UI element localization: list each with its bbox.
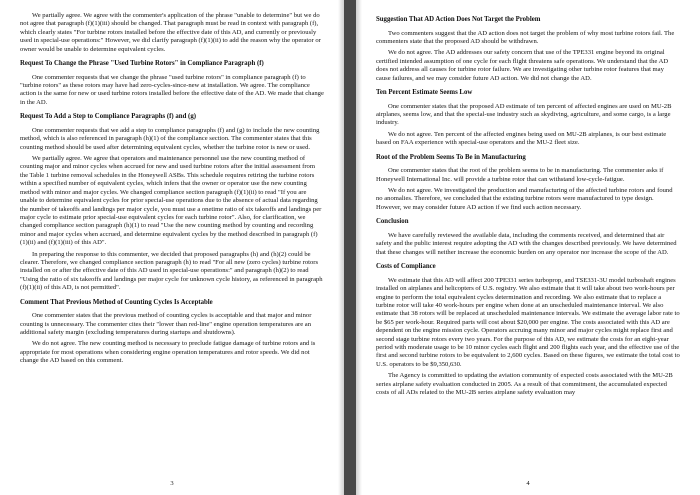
paragraph: We do not agree. We investigated the production and manufacturing of the affected turbine rotors and found no anomalies. Therefore, we concluded that the existing turbine rotors were manufactured to type design. However, we may consider future AD action if we find such action necessary. <box>376 187 673 211</box>
paragraph: The Agency is committed to updating the aviation community of expected costs associated with the MU-2B series airplane safety evaluation conducted in 2005. As a result of that commitment, the accumulated expected costs of all ADs related to the MU-2B series airplane safety evaluation may <box>376 372 673 396</box>
paragraph: We do not agree. The new counting method is necessary to preclude fatigue damage of turbine rotors and is appropriate for most operations when considering engine operation temperatures and rotor speeds. We did not change the AD based on this comment. <box>20 340 316 365</box>
section-heading: Comment That Previous Method of Counting Cycles Is Acceptable <box>20 298 213 306</box>
document-page-3 <box>0 0 344 495</box>
section-heading: Request To Change the Phrase "Used Turbine Rotors" in Compliance Paragraph (f) <box>20 60 264 68</box>
paragraph: Two commenters suggest that the AD action does not target the problem of why most turbine rotors fail. The commenters state that the proposed AD should be withdrawn. <box>376 29 675 45</box>
paragraph: One commenter states that the proposed AD estimate of ten percent of affected engines are used on MU-2B airplanes, seems low, and that the special-use industry such as skydiving, agriculture, and some cargo, is a large industry. <box>376 102 672 127</box>
page-number: 4 <box>526 480 530 487</box>
paragraph: One commenter requests that we change the phrase "used turbine rotors" in compliance paragraph (f) to "turbine rotors" as these rotors may have had zero-cycles-since-new at installation. We agree. The compliance action is the same for new or used turbine rotors installed before the effective date of the AD. We made that change in the AD. <box>20 73 324 106</box>
paragraph: One commenter states that the root of the problem seems to be in manufacturing. The commenter asks if Honeywell International Inc. will provide a turbine rotor that can withstand low-cycle-fatigue. <box>376 167 664 183</box>
section-heading: Request To Add a Step to Compliance Paragraphs (f) and (g) <box>20 113 196 121</box>
paragraph: In preparing the response to this commenter, we decided that proposed paragraphs (h) and (h)(2) could be clearer. Therefore, we changed compliance section paragraph (h) to read "For all new (zero cycles) turbine rotors installed on or after the effective date of this AD used in special-use operations:" and paragraph (h)(2) to read "Using the ratio of six takeoffs and landings per major cycle for unknown cycle history, as referenced in paragraph (f)(1)(ii) of this AD, is not permitted". <box>20 250 323 292</box>
section-heading: Suggestion That AD Action Does Not Target the Problem <box>376 16 541 23</box>
section-heading: Ten Percent Estimate Seems Low <box>376 89 473 97</box>
paragraph: One commenter states that the previous method of counting cycles is acceptable and that major and minor counting is unnecessary. The commenter cites their "lower than red-line" engine operation temperatures are an additional safety margin (excluding temperatures during startups and shutdowns). <box>20 312 312 336</box>
page-number: 3 <box>170 480 174 487</box>
section-heading: Conclusion <box>376 218 409 226</box>
paragraph: We partially agree. We agree that operators and maintenance personnel use the new counting method of counting major and minor cycles when accrued for new and used turbine rotors after the initial assessment from the Table 1 turbine removal schedules in the Honeywell ASBs. This schedule requires retiring the turbine rotors within a specified number of equivalent cycles, which infers that the owner or operator use the new counting method with minor and major cycles. We changed compliance section paragraph (f)(1)(ii) to read "If you are unable to determine equivalent cycles for prior special-use operations due to the absence of actual data regarding the number of takeoffs and landings per major cycle, you must use a onetime ratio of six takeoffs and landings per major cycle to estimate prior special-use equivalent cycles for each turbine rotor". Also, for clarification, we changed compliance section paragraph (h)(1) to read "Use the new counting method by counting and recording minor and major cycles when accrued, and determine equivalent cycles by the method described in paragraph (f)(1)(ii) and (f)(1)(iii) of this AD". <box>20 155 322 247</box>
section-heading: Costs of Compliance <box>376 263 436 271</box>
paragraph: We partially agree. We agree with the commenter's application of the phrase "unable to determine" but we do not agree that paragraph (f)(1)(iii) should be changed. That paragraph must be read in context with paragraph (f), which clearly states "For turbine rotors installed before the effective date of this AD, and currently or previously used in special-use operations:" However, we did clarify paragraph (f)(1)(ii) to add the reason why the operator or owner would be unable to determine equivalent cycles. <box>20 12 321 53</box>
section-heading: Root of the Problem Seems To Be in Manufacturing <box>376 153 526 161</box>
document-page-4 <box>356 0 700 495</box>
paragraph: We do not agree. Ten percent of the affected engines being used on MU-2B airplanes, is our best estimate based on FAA experience with special-use operators and the MU-2 fleet size. <box>376 130 667 147</box>
paragraph: We estimate that this AD will affect 200 TPE331 series turboprop, and TSE331-3U model turboshaft engines installed on airplanes and helicopters of U.S. registry. We also estimate that it will take about two work-hours per engine to perform the total equivalent cycles determination and recording. We also estimate that to replace a turbine rotor will take 40 work-hours per engine when done at an unscheduled maintenance interval. We also estimate that 38 rotors will be replaced at unscheduled maintenance intervals. We estimate the average labor rate to be $65 per work-hour. Required parts will cost about $20,000 per engine. The costs associated with this AD are dependent on the engine mission cycle. Operators accruing many minor and major cycles might replace first and second stage turbine rotors every two years. For the purpose of this AD, we estimate the costs for an eight-year period with moderate usage to be 10 minor cycles each flight and 200 flights each year, and the effective use of the first and second turbine rotors to be equivalent to 2,600 cycles. Based on these figures, we estimate the total cost to U.S. operators to be $9,350,630. <box>376 276 680 368</box>
paragraph: We have carefully reviewed the available data, including the comments received, and determined that air safety and the public interest require adopting the AD with the changes described previously. We have determined that these changes will neither increase the economic burden on any operator nor increase the scope of the AD. <box>376 231 677 256</box>
paragraph: One commenter requests that we add a step to compliance paragraphs (f) and (g) to include the new counting method, which is also referenced in paragraph (h)(1) of the compliance section. The commenter states that this counting method should be used after determining equivalent cycles, whether the turbine rotor is new or used. <box>20 126 320 151</box>
paragraph: We do not agree. The AD addresses our safety concern that use of the TPE331 engine beyond its original certified intended assumption of one cycle for each flight threatens safe operations. We understand that the AD does not address all causes for turbine rotor failure. We are investigating other turbine rotor features that may cause failures, and we may consider future AD action. We did not change the AD. <box>376 49 669 82</box>
